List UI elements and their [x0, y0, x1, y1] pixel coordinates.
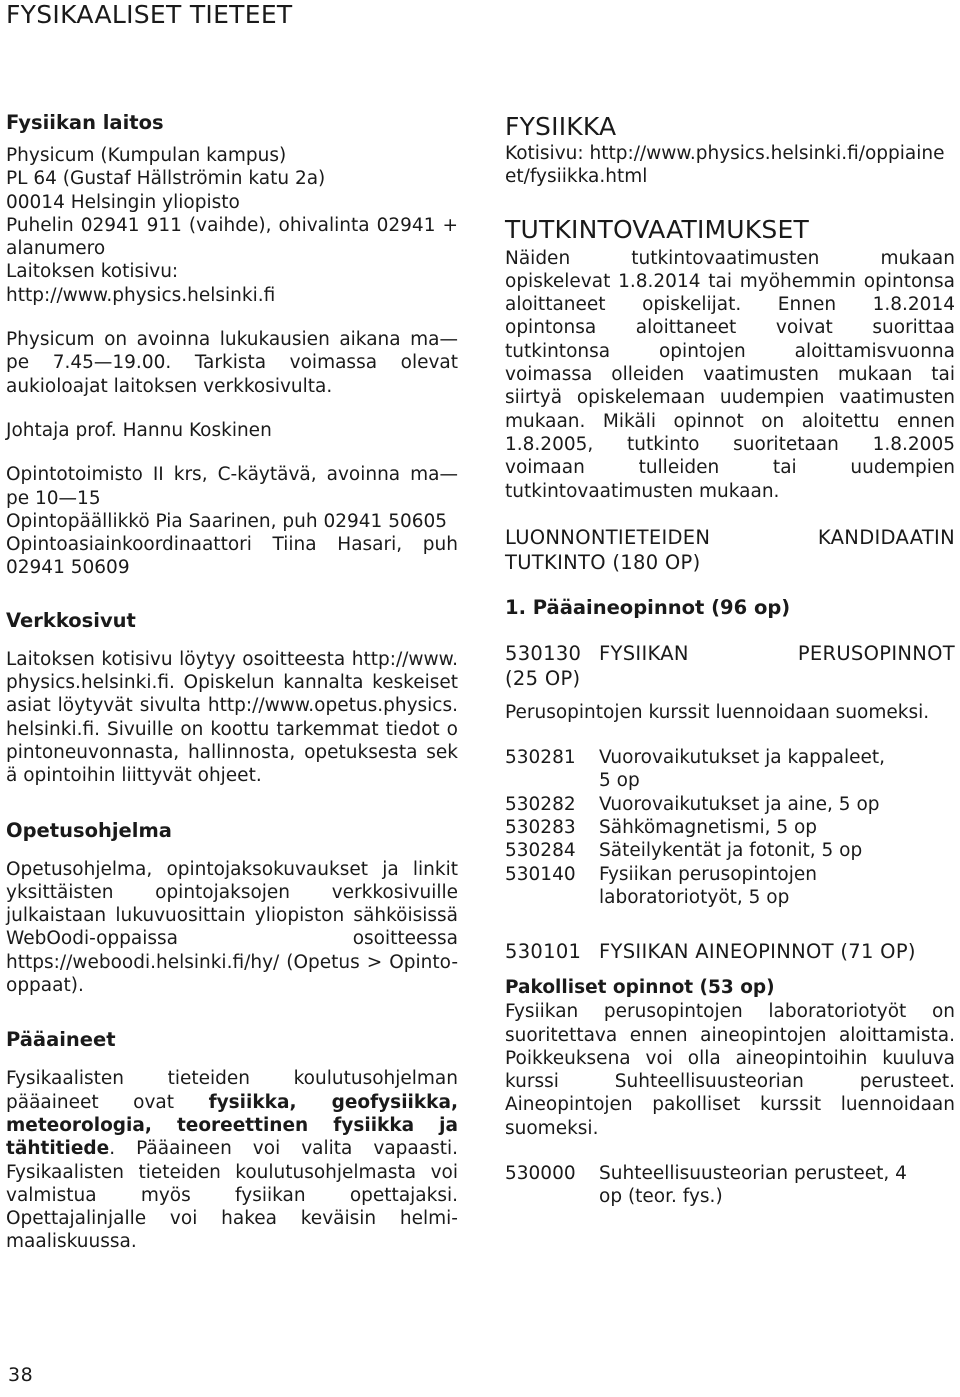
basic-studies-title	[505, 641, 955, 691]
course-name: Sähkömagnetismi, 5 op	[599, 817, 818, 839]
phone-info: Puhelin 02941 911 (vaihde), ohivalinta 02941 + alanumero	[6, 214, 458, 260]
web-heading: Verkkosivut	[6, 608, 136, 632]
left-column	[6, 110, 458, 1254]
program-heading: Opetusohjelma	[6, 818, 172, 842]
majors-text-end: . Pääaineen voi valita vapaasti. Fysikaalisten tieteiden koulutusohjelmasta voi valmistua myös fysiikan opettajaksi. Opettajalinjalle voi hakea keväisin helmi-maaliskuussa.	[6, 1138, 458, 1253]
course-code: 530281	[505, 747, 576, 769]
majors-text-start: Fysikaalisten tieteiden koulutusohjelman pääaineet ovat	[6, 1068, 458, 1113]
course-code: 530282	[505, 793, 576, 815]
subject-homepage: Kotisivu: http://www.physics.helsinki.fi/oppiaineet/fysiikka.html	[505, 143, 945, 188]
basic-studies-title-part: FYSIIKAN	[599, 641, 689, 665]
course-name: Säteilykentät ja fotonit, 5 op	[599, 840, 863, 862]
course-code: 530283	[505, 817, 576, 839]
director-info: Johtaja prof. Hannu Koskinen	[6, 419, 272, 441]
right-column	[505, 112, 955, 1209]
chief-contact: Opintopäällikkö Pia Saarinen, puh 02941 50605	[6, 510, 448, 532]
program-text: Opetusohjelma, opintojaksokuvaukset ja linkit yksittäisten opintojaksojen verkkosivuille julkaistaan lukuvuosittain yliopiston sähköisissä WebOodi-oppaissa osoitteessa https://weboodi.helsinki.fi/hy/ (Opetus > Opinto-oppaat).	[6, 858, 458, 997]
basic-course-list	[505, 746, 955, 909]
course-name: Vuorovaikutukset ja kappaleet, 5 op	[599, 747, 886, 792]
address-line: PL 64 (Gustaf Hällströmin katu 2a)	[6, 168, 326, 190]
compulsory-heading: Pakolliset opinnot (53 op)	[505, 977, 775, 999]
course-row	[505, 816, 955, 839]
basic-studies-code-title	[505, 641, 689, 666]
course-row	[505, 863, 955, 910]
basic-studies-title-part: (25 OP)	[505, 666, 581, 690]
course-code: 530000	[505, 1163, 576, 1185]
course-code: 530284	[505, 840, 576, 862]
course-row	[505, 839, 955, 862]
major-studies-heading: 1. Pääaineopinnot (96 op)	[505, 595, 791, 619]
address-line: Physicum (Kumpulan kampus)	[6, 145, 287, 166]
degree-title-part: KANDIDAATIN	[817, 525, 955, 549]
course-name: Vuorovaikutukset ja aine, 5 op	[599, 793, 880, 815]
course-row	[505, 1162, 955, 1209]
requirements-heading: TUTKINTOVAATIMUKSET	[505, 214, 809, 244]
course-row	[505, 793, 955, 816]
course-code: 530140	[505, 863, 576, 885]
website-info: Laitoksen kotisivu: http://www.physics.helsinki.fi	[6, 261, 276, 306]
intermediate-course-list	[505, 1162, 955, 1209]
intermediate-studies-title	[505, 939, 955, 964]
course-name: Fysiikan perusopintojen laboratoriotyöt, 5 op	[599, 863, 817, 908]
course-name: Suhteellisuusteorian perusteet, 4 op (teor. fys.)	[599, 1163, 907, 1208]
basic-studies-title-part: PERUSOPINNOT	[797, 641, 955, 665]
page-number: 38	[8, 1364, 34, 1386]
majors-heading: Pääaineet	[6, 1028, 116, 1052]
basic-studies-note: Perusopintojen kurssit luennoidaan suomeksi.	[505, 701, 930, 723]
page-title: FYSIKAALISET TIETEET	[6, 0, 293, 29]
requirements-text: Näiden tutkintovaatimusten mukaan opiskelevat 1.8.2014 tai myöhemmin opintonsa aloittaneet opiskelijat. Ennen 1.8.2014 opintonsa aloittaneet voivat suorittaa tutkintonsa opintojen aloittamisvuonna voimassa olleiden vaatimusten mukaan tai siirtyä opiskelemaan uudempien vaatimusten mukaan. Mikäli opinnot on aloitettu ennen 1.8.2005, tutkinto suoritetaan 1.8.2005 voimaan tulleiden tai uudempien tutkintovaatimusten mukaan.	[505, 247, 955, 502]
coordinator-contact: Opintoasiainkoordinaattori Tiina Hasari, puh 02941 50609	[6, 534, 458, 579]
majors-text	[6, 1067, 458, 1253]
office-hours: Opintotoimisto II krs, C-käytävä, avoinna ma—pe 10—15	[6, 464, 458, 509]
intermediate-studies-code: 530101	[505, 940, 582, 964]
opening-hours: Physicum on avoinna lukukausien aikana ma—pe 7.45—19.00. Tarkista voimassa olevat aukioloajat laitoksen verkkosivulta.	[6, 329, 458, 397]
address-line: 00014 Helsingin yliopisto	[6, 191, 240, 213]
majors-list: fysiikka, geofysiikka, meteorologia, teoreettinen fysiikka ja tähtitiede	[6, 1091, 458, 1160]
degree-title-part: TUTKINTO (180 OP)	[505, 550, 701, 574]
department-heading: Fysiikan laitos	[6, 111, 164, 134]
basic-studies-code: 530130	[505, 641, 582, 665]
degree-title-part: LUONNONTIETEIDEN	[505, 525, 711, 549]
course-row	[505, 746, 955, 793]
web-text: Laitoksen kotisivu löytyy osoitteesta http://www.physics.helsinki.fi. Opiskelun kannalta keskeiset asiat löytyvät sivulta http://www.opetus.physics.helsinki.fi. Sivuille on koottu tarkemmat tiedot opintoneuvonnasta, hallinnosta, opetuksesta sekä opintoihin liittyvät ohjeet.	[6, 648, 458, 787]
subject-heading: FYSIIKKA	[505, 112, 617, 141]
intermediate-studies-name: FYSIIKAN AINEOPINNOT (71 OP)	[599, 940, 916, 964]
degree-title	[505, 525, 955, 575]
compulsory-text: Fysiikan perusopintojen laboratoriotyöt on suoritettava ennen aineopintojen aloittamista. Poikkeuksena voi olla aineopintoihin kuuluva kurssi Suhteellisuusteorian perusteet. Aineopintojen pakolliset kurssit luennoidaan suomeksi.	[505, 1001, 955, 1139]
